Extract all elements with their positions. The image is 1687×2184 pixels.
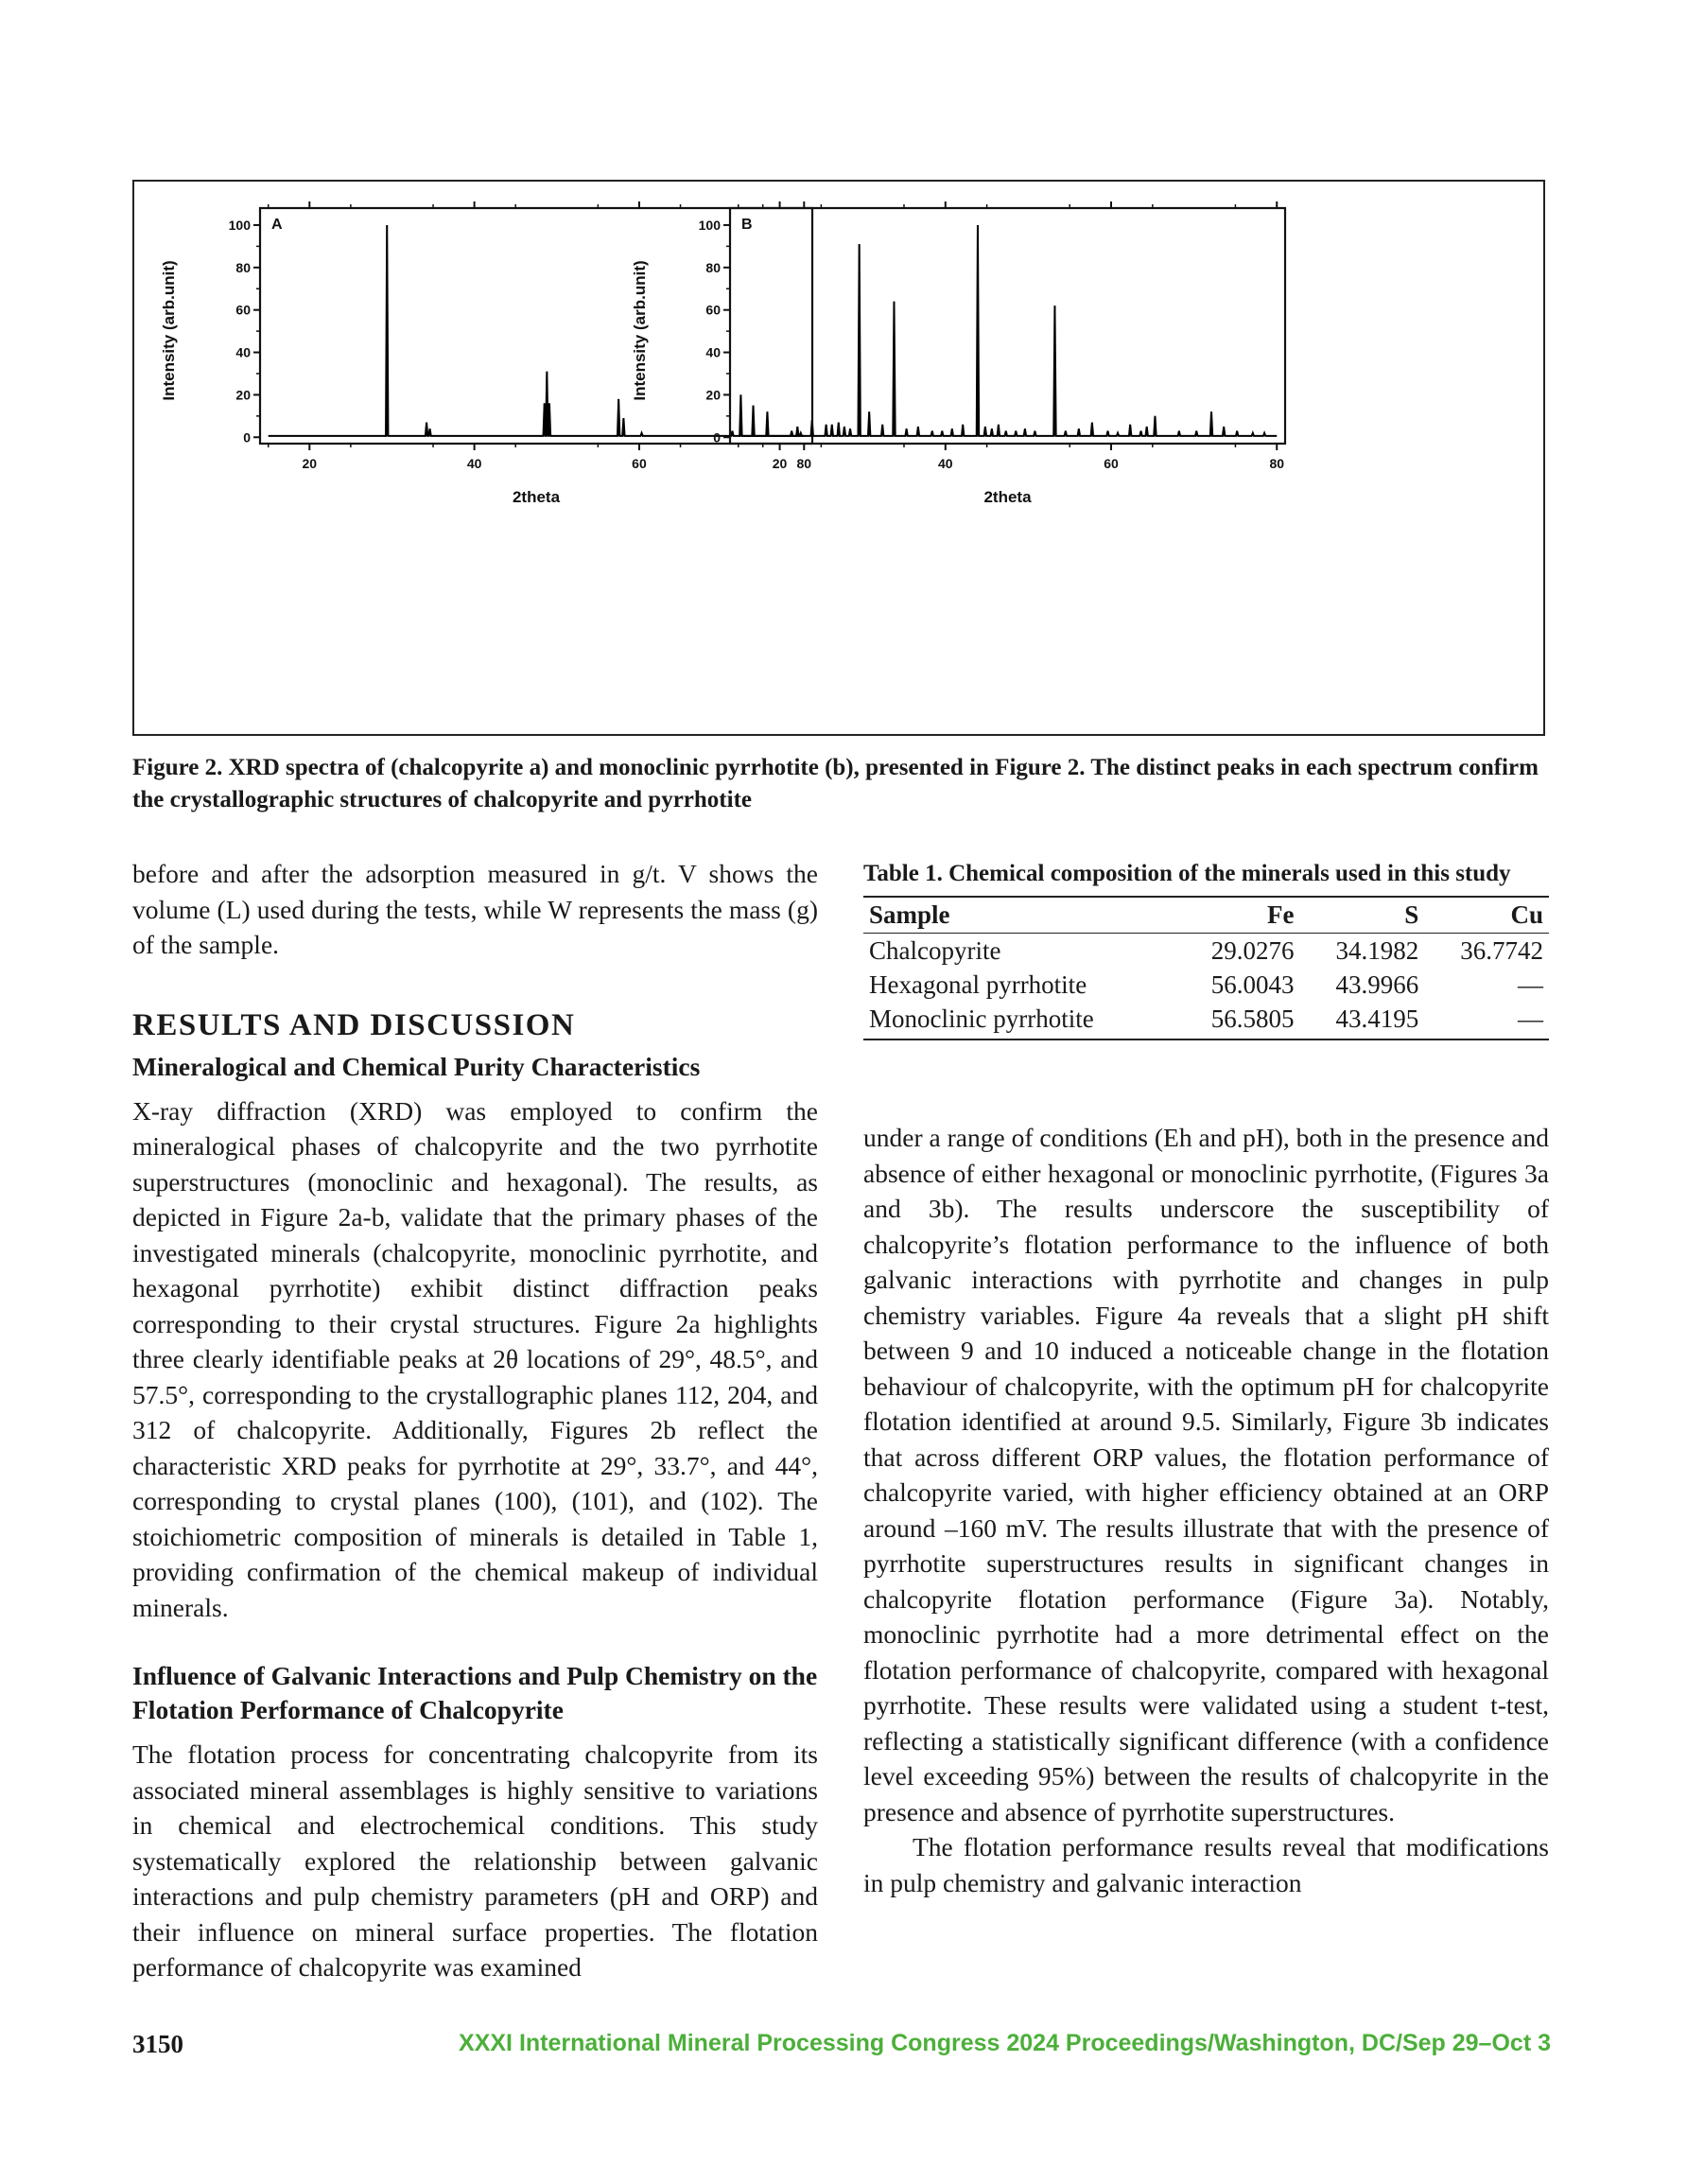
xrd-figure-svg [134,182,1543,734]
table-cell: — [1424,1002,1549,1040]
x-tick-label: 40 [466,456,482,471]
table-cell: 34.1982 [1335,936,1419,965]
y-tick-label: 40 [235,344,251,360]
y-tick-label: 20 [705,387,721,403]
table-cell: 36.7742 [1460,936,1543,965]
table-cell: 43.9966 [1335,970,1419,999]
y-tick-label: 80 [235,259,251,275]
table-cell: Hexagonal pyrrhotite [869,970,1087,999]
table-caption: Table 1. Chemical composition of the minerals used in this study [863,861,1511,886]
y-tick-label: 100 [698,217,721,233]
x-tick-label: 60 [632,456,647,471]
x-tick-label: 20 [302,456,318,471]
table-cell: Chalcopyrite [869,936,1001,965]
table-header-cell: S [1300,897,1425,934]
page-number: 3150 [132,2030,183,2058]
left-column [132,856,818,1985]
composition-table [863,896,1549,1040]
x-axis-title: 2theta [983,488,1032,506]
results-heading: RESULTS AND DISCUSSION [132,1007,576,1042]
table-row [863,934,1549,969]
mineralogy-subheading: Mineralogical and Chemical Purity Characteristics [132,1051,701,1081]
table-cell: Monoclinic pyrrhotite [863,1002,1175,1040]
y-tick-label: 40 [705,344,721,360]
table-header-row [863,897,1549,934]
proceedings-footer: XXXI International Mineral Processing Congress 2024 Proceedings/Washington, DC/Sep 29–Oct 3 [459,2030,1551,2056]
table-row [863,968,1549,1002]
panel-label: B [741,217,753,233]
y-tick-label: 0 [243,429,251,446]
table-header-cell: Fe [1175,897,1300,934]
x-axis-title: 2theta [512,488,561,506]
galvanic-subheading: Influence of Galvanic Interactions and Pulp Chemistry on the Flotation Performance of Chalcopyrite [132,1661,818,1724]
results-continuation-paragraph: The flotation performance results reveal that modifications in pulp chemistry and galvanic interaction [863,1832,1549,1897]
y-tick-label: 100 [228,217,251,233]
table-row [863,1002,1549,1040]
y-tick-label: 60 [705,302,721,318]
y-axis-title: Intensity (arb.unit) [631,260,649,401]
table-cell: — [1518,970,1543,999]
xrd-figure [132,180,1545,736]
figure-caption: Figure 2. XRD spectra of (chalcopyrite a) and monoclinic pyrrhotite (b), presented in Figure 2. The distinct peaks in each spectrum confirm the crystallographic structures of chalcopyrite and pyrrhotite [132,755,1539,812]
y-tick-label: 80 [705,259,721,275]
xrd-paragraph: X-ray diffraction (XRD) was employed to confirm the mineralogical phases of chalcopyrite and the two pyrrhotite superstructures (monoclinic and hexagonal). The results, as depicted in Figure 2a-b, validate that the primary phases of the investigated minerals (chalcopyrite, monoclinic pyrrhotite, and hexagonal pyrrhotite) exhibit distinct diffraction peaks corresponding to their crystal structures. Figure 2a highlights three clearly identifiable peaks at 2θ locations of 29°, 48.5°, and 57.5°, corresponding to the crystallographic planes 112, 204, and 312 of chalcopyrite. Additionally, Figures 2b reflect the characteristic XRD peaks for pyrrhotite at 29°, 33.7°, and 44°, corresponding to crystal planes (100), (101), and (102). The stoichiometric composition of minerals is detailed in Table 1, providing confirmation of the chemical makeup of individual minerals. [132,1095,818,1622]
x-tick-label: 80 [796,456,812,471]
results-paragraph: under a range of conditions (Eh and pH), both in the presence and absence of either hexagonal or monoclinic pyrrhotite, (Figures 3a and 3b). The results underscore the susceptibility of chalcopyrite’s flotation performance to the influence of both galvanic interactions with pyrrhotite and changes in pulp chemistry variables. Figure 4a reveals that a slight pH shift between 9 and 10 induced a noticeable change in the flotation behaviour of chalcopyrite, with the optimum pH for chalcopyrite flotation identified at around 9.5. Similarly, Figure 3b indicates that across different ORP values, the flotation performance of chalcopyrite varied, with higher efficiency obtained at an ORP around –160 mV. The results illustrate that with the presence of pyrrhotite superstructures results in significant changes in chalcopyrite flotation performance (Figure 3a). Notably, monoclinic pyrrhotite had a more detrimental effect on the flotation performance of chalcopyrite, compared with hexagonal pyrrhotite. These results were validated using a student t-test, reflecting a statistically significant difference (with a confidence level exceeding 95%) between the results of chalcopyrite in the presence and absence of pyrrhotite superstructures. [863,1123,1549,1826]
y-tick-label: 20 [235,387,251,403]
table-header-cell: Cu [1424,897,1549,934]
panel-label: A [271,217,283,233]
xrd-pattern-line [269,225,805,436]
x-tick-label: 80 [1269,456,1285,471]
x-tick-label: 40 [938,456,953,471]
table-header-cell: Sample [863,897,1175,934]
table-cell: 56.5805 [1175,1002,1300,1040]
y-axis-title: Intensity (arb.unit) [160,260,178,401]
y-tick-label: 60 [235,302,251,318]
xrd-pattern-line [739,225,1277,436]
composition-table-block [863,858,1549,1040]
right-column [863,1120,1549,1900]
table-cell: 29.0276 [1210,936,1295,965]
table-cell: 43.4195 [1300,1002,1425,1040]
flotation-paragraph: The flotation process for concentrating chalcopyrite from its associated mineral assemblages is highly sensitive to variations in chemical and electrochemical conditions. This study systematically explored the relationship between galvanic interactions and pulp chemistry parameters (pH and ORP) and their influence on mineral surface properties. The flotation performance of chalcopyrite was examined [132,1739,818,1982]
x-tick-label: 20 [772,456,788,471]
x-tick-label: 60 [1104,456,1119,471]
intro-paragraph: before and after the adsorption measured in g/t. V shows the volume (L) used during the tests, while W represents the mass (g) of the sample. [132,859,818,959]
table-cell: 56.0043 [1210,970,1295,999]
y-tick-label: 0 [713,429,721,446]
